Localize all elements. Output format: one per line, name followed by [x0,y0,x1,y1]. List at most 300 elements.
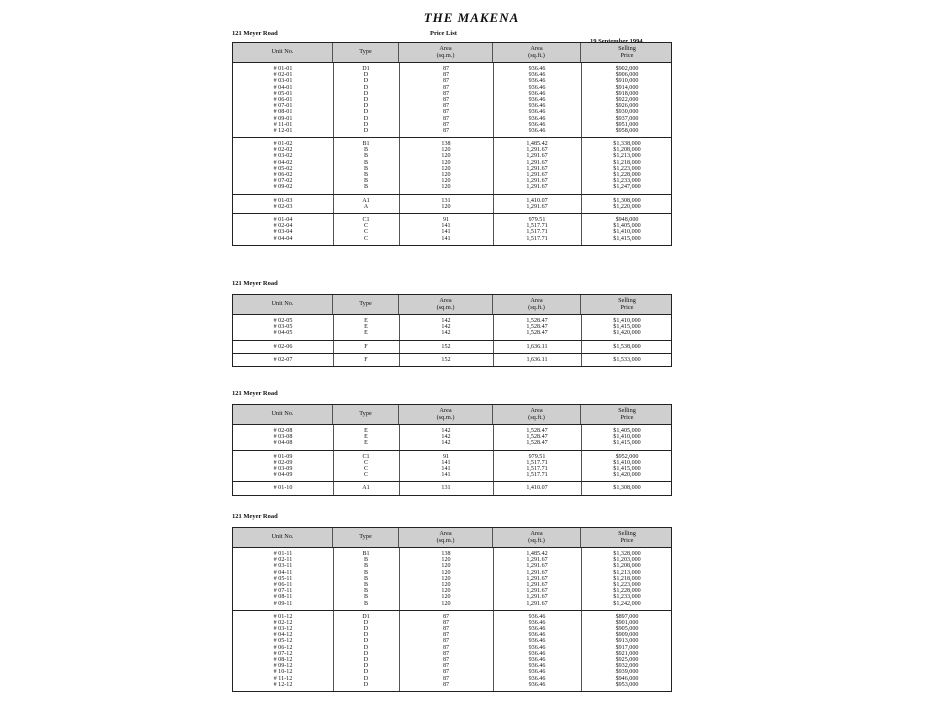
selling-price-cell: $937,000 [615,115,639,122]
area-sqm-cell: 87 [442,663,450,670]
area-sqm-cell: 87 [442,103,450,110]
row-group [233,548,671,611]
selling-price-cell: $1,208,000 [613,563,641,570]
area-sqft-cell: 936.46 [528,84,546,91]
selling-price-cell: $939,000 [615,669,639,676]
selling-price-cell: $952,000 [615,453,639,460]
area-sqft-cell: 936.46 [528,121,546,128]
type-cell: A [363,203,369,210]
type-cell: B [363,165,369,172]
row-group [233,451,671,483]
area-sqm-cell: 141 [441,235,451,242]
area-sqft-cell: 1,636.11 [526,343,548,350]
header-selling-price: Selling Price [618,296,636,311]
selling-price-cell: $1,538,000 [613,343,641,350]
header-unit-no: Unit No. [233,43,333,62]
selling-price-cell: $926,000 [615,103,639,110]
area-sqft-cell: 936.46 [528,669,546,676]
header-type: Type [333,295,399,314]
area-sqft-cell: 1,517.71 [526,229,548,236]
area-sqft-cell: 936.46 [528,657,546,663]
area-sqm-cell: 131 [441,197,451,204]
unit-no-cell: # 02-07 [273,356,293,363]
area-sqft-cell: 1,291.67 [526,172,548,178]
table-row [233,440,671,446]
unit-no-cell: # 06-12 [273,644,293,651]
area-sqm-cell: 142 [441,428,451,434]
area-sqm-cell: 87 [442,78,450,85]
selling-price-cell: $1,218,000 [613,575,641,582]
area-sqft-cell: 1,291.67 [526,594,548,601]
selling-price-cell: $910,000 [615,78,639,85]
area-sqm-cell: 87 [442,657,450,663]
header-unit-no: Unit No. [233,528,333,547]
area-sqft-cell: 1,517.71 [526,235,548,242]
area-sqm-cell: 87 [442,619,450,626]
area-sqft-cell: 936.46 [528,72,546,79]
type-cell: F [364,343,368,350]
area-sqft-cell: 1,291.67 [526,178,548,185]
unit-no-cell: # 04-11 [273,569,293,576]
area-sqft-cell: 1,410.07 [526,197,548,204]
type-cell: B [363,172,369,178]
type-cell: D [363,650,369,657]
header-area-sqm: Area (sq.m.) [399,43,493,62]
type-cell: D [363,681,369,688]
unit-no-cell: # 03-12 [273,626,293,633]
area-sqm-cell: 87 [442,650,450,657]
area-sqm-cell: 87 [442,66,450,72]
area-sqft-cell: 936.46 [528,675,546,682]
row-group [233,63,671,138]
selling-price-cell: $1,420,000 [613,330,641,337]
unit-no-cell: # 07-01 [273,103,293,110]
area-sqft-cell: 936.46 [528,632,546,639]
price-table [232,404,672,496]
selling-price-cell: $902,000 [615,66,639,72]
row-group [233,611,671,691]
unit-no-cell: # 02-01 [273,72,293,79]
row-group [233,138,671,195]
unit-no-cell: # 05-11 [273,575,293,582]
area-sqft-cell: 1,291.67 [526,563,548,570]
type-cell: D [363,90,369,97]
type-cell: D [363,84,369,91]
selling-price-cell: $1,233,000 [613,178,641,185]
area-sqm-cell: 141 [441,459,451,466]
header-area-sqft: Area (sq.ft.) [493,528,581,547]
unit-no-cell: # 02-12 [273,619,293,626]
area-sqm-cell: 138 [441,141,451,148]
selling-price-cell: $1,233,000 [613,594,641,601]
area-sqm-cell: 120 [441,165,451,172]
type-cell: E [364,318,368,324]
area-sqft-cell: 1,528.47 [526,434,548,441]
header-area-sqm: Area (sq.m.) [399,528,493,547]
unit-no-cell: # 09-01 [273,115,293,122]
area-sqft-cell: 1,291.67 [526,203,548,210]
price-table [232,527,672,692]
area-sqft-cell: 1,528.47 [526,440,548,447]
price-list-label: Price List [430,30,457,37]
section-address: 121 Meyer Road [232,280,278,287]
unit-no-cell: # 03-02 [273,153,293,160]
selling-price-cell: $1,242,000 [613,600,641,607]
selling-price-cell: $946,000 [615,675,639,682]
selling-price-cell: $1,338,000 [613,141,641,148]
area-sqft-cell: 936.46 [528,650,546,657]
area-sqm-cell: 87 [442,84,450,91]
unit-no-cell: # 04-08 [273,440,293,447]
unit-no-cell: # 03-09 [273,465,293,472]
unit-no-cell: # 08-11 [273,594,293,601]
area-sqft-cell: 1,517.71 [526,472,548,479]
type-cell: C1 [362,216,370,223]
unit-no-cell: # 08-12 [273,657,293,663]
row-group [233,354,671,366]
area-sqm-cell: 141 [441,472,451,479]
document-title: THE MAKENA [423,10,520,25]
area-sqft-cell: 1,291.67 [526,600,548,607]
area-sqm-cell: 120 [441,184,451,191]
area-sqm-cell: 120 [441,581,451,588]
area-sqm-cell: 87 [442,626,450,633]
area-sqft-cell: 1,291.67 [526,569,548,576]
table-row [233,344,671,350]
unit-no-cell: # 09-11 [273,600,293,607]
selling-price-cell: $901,000 [615,619,639,626]
area-sqm-cell: 120 [441,557,451,564]
type-cell: C [363,229,369,236]
unit-no-cell: # 10-12 [273,669,293,676]
type-cell: D [363,675,369,682]
selling-price-cell: $1,415,000 [613,440,641,447]
area-sqm-cell: 120 [441,594,451,601]
unit-no-cell: # 12-01 [273,127,293,134]
area-sqft-cell: 936.46 [528,681,546,688]
unit-no-cell: # 08-01 [273,109,293,116]
area-sqft-cell: 1,291.67 [526,575,548,582]
unit-no-cell: # 03-04 [273,229,293,236]
type-cell: B [363,184,369,191]
type-cell: C [363,223,369,230]
area-sqft-cell: 1,410.07 [526,485,548,492]
area-sqft-cell: 1,291.67 [526,557,548,564]
unit-no-cell: # 06-02 [273,172,293,178]
area-sqm-cell: 87 [442,681,450,688]
row-group [233,341,671,354]
unit-no-cell: # 04-09 [273,472,293,479]
area-sqft-cell: 936.46 [528,619,546,626]
selling-price-cell: $1,410,000 [613,434,641,441]
unit-no-cell: # 02-02 [273,147,293,154]
selling-price-cell: $905,000 [615,626,639,633]
area-sqm-cell: 87 [442,115,450,122]
type-cell: D [363,644,369,651]
selling-price-cell: $1,228,000 [613,588,641,595]
selling-price-cell: $1,218,000 [613,159,641,166]
selling-price-cell: $917,000 [615,644,639,651]
area-sqm-cell: 142 [441,318,451,324]
area-sqm-cell: 120 [441,178,451,185]
selling-price-cell: $1,405,000 [613,428,641,434]
header-area-sqft: Area (sq.ft.) [493,295,581,314]
selling-price-cell: $1,308,000 [613,485,641,492]
area-sqm-cell: 87 [442,613,450,620]
area-sqft-cell: 1,291.67 [526,159,548,166]
area-sqft-cell: 936.46 [528,96,546,103]
type-cell: D [363,663,369,670]
selling-price-cell: $1,208,000 [613,147,641,154]
unit-no-cell: # 01-03 [273,197,293,204]
selling-price-cell: $897,000 [615,613,639,620]
area-sqft-cell: 1,517.71 [526,465,548,472]
row-group [233,482,671,494]
type-cell: C [363,459,369,466]
area-sqm-cell: 87 [442,109,450,116]
area-sqft-cell: 1,291.67 [526,165,548,172]
area-sqft-cell: 936.46 [528,663,546,670]
unit-no-cell: # 07-02 [273,178,293,185]
type-cell: D [363,96,369,103]
area-sqm-cell: 120 [441,600,451,607]
unit-no-cell: # 03-08 [273,434,293,441]
area-sqft-cell: 979.51 [528,216,546,223]
area-sqft-cell: 1,517.71 [526,459,548,466]
area-sqm-cell: 120 [441,588,451,595]
area-sqm-cell: 120 [441,147,451,154]
table-header [233,405,671,425]
type-cell: D [363,115,369,122]
section-address: 121 Meyer Road [232,513,278,520]
type-cell: D [363,127,369,134]
table-row [233,472,671,478]
selling-price-cell: $1,223,000 [613,165,641,172]
selling-price-cell: $925,000 [615,657,639,663]
unit-no-cell: # 01-12 [273,613,293,620]
area-sqft-cell: 1,528.47 [526,318,548,324]
unit-no-cell: # 01-10 [273,485,293,492]
area-sqft-cell: 936.46 [528,127,546,134]
type-cell: D [363,72,369,79]
unit-no-cell: # 05-12 [273,638,293,645]
row-group [233,315,671,341]
area-sqft-cell: 1,517.71 [526,223,548,230]
area-sqm-cell: 87 [442,638,450,645]
selling-price-cell: $913,000 [615,638,639,645]
area-sqft-cell: 936.46 [528,78,546,85]
selling-price-cell: $906,000 [615,72,639,79]
selling-price-cell: $1,405,000 [613,223,641,230]
unit-no-cell: # 02-03 [273,203,293,210]
area-sqm-cell: 120 [441,575,451,582]
table-row [233,682,671,688]
address-label: 121 Meyer Road [232,30,278,37]
type-cell: B [363,178,369,185]
table-row [233,128,671,134]
area-sqm-cell: 87 [442,96,450,103]
price-table [232,294,672,367]
type-cell: B1 [362,141,370,148]
area-sqm-cell: 141 [441,229,451,236]
selling-price-cell: $1,220,000 [613,203,641,210]
selling-price-cell: $1,223,000 [613,581,641,588]
table-row [233,357,671,363]
unit-no-cell: # 09-12 [273,663,293,670]
selling-price-cell: $1,533,000 [613,356,641,363]
price-table [232,42,672,246]
area-sqft-cell: 936.46 [528,626,546,633]
type-cell: D [363,638,369,645]
area-sqm-cell: 120 [441,203,451,210]
type-cell: C [363,235,369,242]
header-area-sqft: Area (sq.ft.) [493,405,581,424]
type-cell: E [364,330,368,337]
table-header [233,43,671,63]
type-cell: C1 [362,453,370,460]
area-sqft-cell: 936.46 [528,66,546,72]
selling-price-cell: $1,415,000 [613,235,641,242]
type-cell: B [363,594,369,601]
selling-price-cell: $1,203,000 [613,557,641,564]
area-sqft-cell: 1,485.42 [526,551,548,557]
type-cell: E [364,434,368,441]
type-cell: B [363,147,369,154]
unit-no-cell: # 11-12 [273,675,293,682]
header-area-sqft: Area (sq.ft.) [493,43,581,62]
type-cell: E [364,428,368,434]
header-unit-no: Unit No. [233,295,333,314]
type-cell: B1 [362,551,370,557]
unit-no-cell: # 02-04 [273,223,293,230]
selling-price-cell: $909,000 [615,632,639,639]
area-sqm-cell: 142 [441,440,451,447]
row-group [233,214,671,245]
selling-price-cell: $1,328,000 [613,551,641,557]
type-cell: C [363,472,369,479]
area-sqft-cell: 1,528.47 [526,330,548,337]
type-cell: D [363,626,369,633]
area-sqm-cell: 131 [441,485,451,492]
unit-no-cell: # 04-01 [273,84,293,91]
row-group [233,195,671,214]
unit-no-cell: # 02-08 [273,428,293,434]
selling-price-cell: $951,000 [615,121,639,128]
unit-no-cell: # 01-02 [273,141,293,148]
area-sqft-cell: 1,291.67 [526,588,548,595]
type-cell: D [363,103,369,110]
table-header [233,295,671,315]
header-selling-price: Selling Price [618,44,636,59]
selling-price-cell: $918,000 [615,90,639,97]
header-type: Type [333,43,399,62]
area-sqm-cell: 152 [441,356,451,363]
type-cell: A1 [362,197,370,204]
selling-price-cell: $1,415,000 [613,324,641,331]
area-sqm-cell: 87 [442,72,450,79]
header-selling-price: Selling Price [618,529,636,544]
unit-no-cell: # 01-01 [273,66,293,72]
selling-price-cell: $1,228,000 [613,172,641,178]
table-row [233,485,671,491]
unit-no-cell: # 06-01 [273,96,293,103]
unit-no-cell: # 11-01 [273,121,293,128]
table-row [233,204,671,210]
area-sqft-cell: 936.46 [528,613,546,620]
type-cell: E [364,440,368,447]
area-sqm-cell: 91 [442,216,450,223]
area-sqft-cell: 1,528.47 [526,324,548,331]
selling-price-cell: $1,420,000 [613,472,641,479]
unit-no-cell: # 03-05 [273,324,293,331]
area-sqm-cell: 120 [441,172,451,178]
area-sqm-cell: 91 [442,453,450,460]
area-sqft-cell: 979.51 [528,453,546,460]
selling-price-cell: $921,000 [615,650,639,657]
table-row [233,601,671,607]
selling-price-cell: $1,410,000 [613,459,641,466]
selling-price-cell: $1,415,000 [613,465,641,472]
type-cell: D [363,109,369,116]
unit-no-cell: # 02-06 [273,343,293,350]
area-sqm-cell: 120 [441,159,451,166]
type-cell: D [363,657,369,663]
unit-no-cell: # 05-02 [273,165,293,172]
unit-no-cell: # 04-12 [273,632,293,639]
area-sqft-cell: 1,291.67 [526,147,548,154]
area-sqm-cell: 120 [441,563,451,570]
area-sqft-cell: 936.46 [528,644,546,651]
area-sqm-cell: 141 [441,223,451,230]
type-cell: B [363,557,369,564]
type-cell: B [363,569,369,576]
area-sqm-cell: 152 [441,343,451,350]
unit-no-cell: # 03-11 [273,563,293,570]
table-header [233,528,671,548]
unit-no-cell: # 01-11 [273,551,293,557]
section-address: 121 Meyer Road [232,390,278,397]
area-sqm-cell: 138 [441,551,451,557]
selling-price-cell: $948,000 [615,216,639,223]
area-sqm-cell: 120 [441,153,451,160]
unit-no-cell: # 04-05 [273,330,293,337]
type-cell: D [363,619,369,626]
selling-price-cell: $1,213,000 [613,153,641,160]
area-sqm-cell: 120 [441,569,451,576]
area-sqft-cell: 936.46 [528,115,546,122]
type-cell: D [363,669,369,676]
area-sqft-cell: 936.46 [528,103,546,110]
header-selling-price: Selling Price [618,406,636,421]
unit-no-cell: # 01-04 [273,216,293,223]
unit-no-cell: # 05-01 [273,90,293,97]
area-sqft-cell: 1,291.67 [526,581,548,588]
type-cell: D [363,78,369,85]
area-sqm-cell: 141 [441,465,451,472]
row-group [233,425,671,451]
type-cell: F [364,356,368,363]
type-cell: B [363,581,369,588]
unit-no-cell: # 01-09 [273,453,293,460]
area-sqft-cell: 936.46 [528,90,546,97]
area-sqm-cell: 142 [441,330,451,337]
area-sqm-cell: 87 [442,90,450,97]
area-sqft-cell: 936.46 [528,638,546,645]
header-type: Type [333,405,399,424]
header-type: Type [333,528,399,547]
unit-no-cell: # 02-09 [273,459,293,466]
table-row [233,236,671,242]
